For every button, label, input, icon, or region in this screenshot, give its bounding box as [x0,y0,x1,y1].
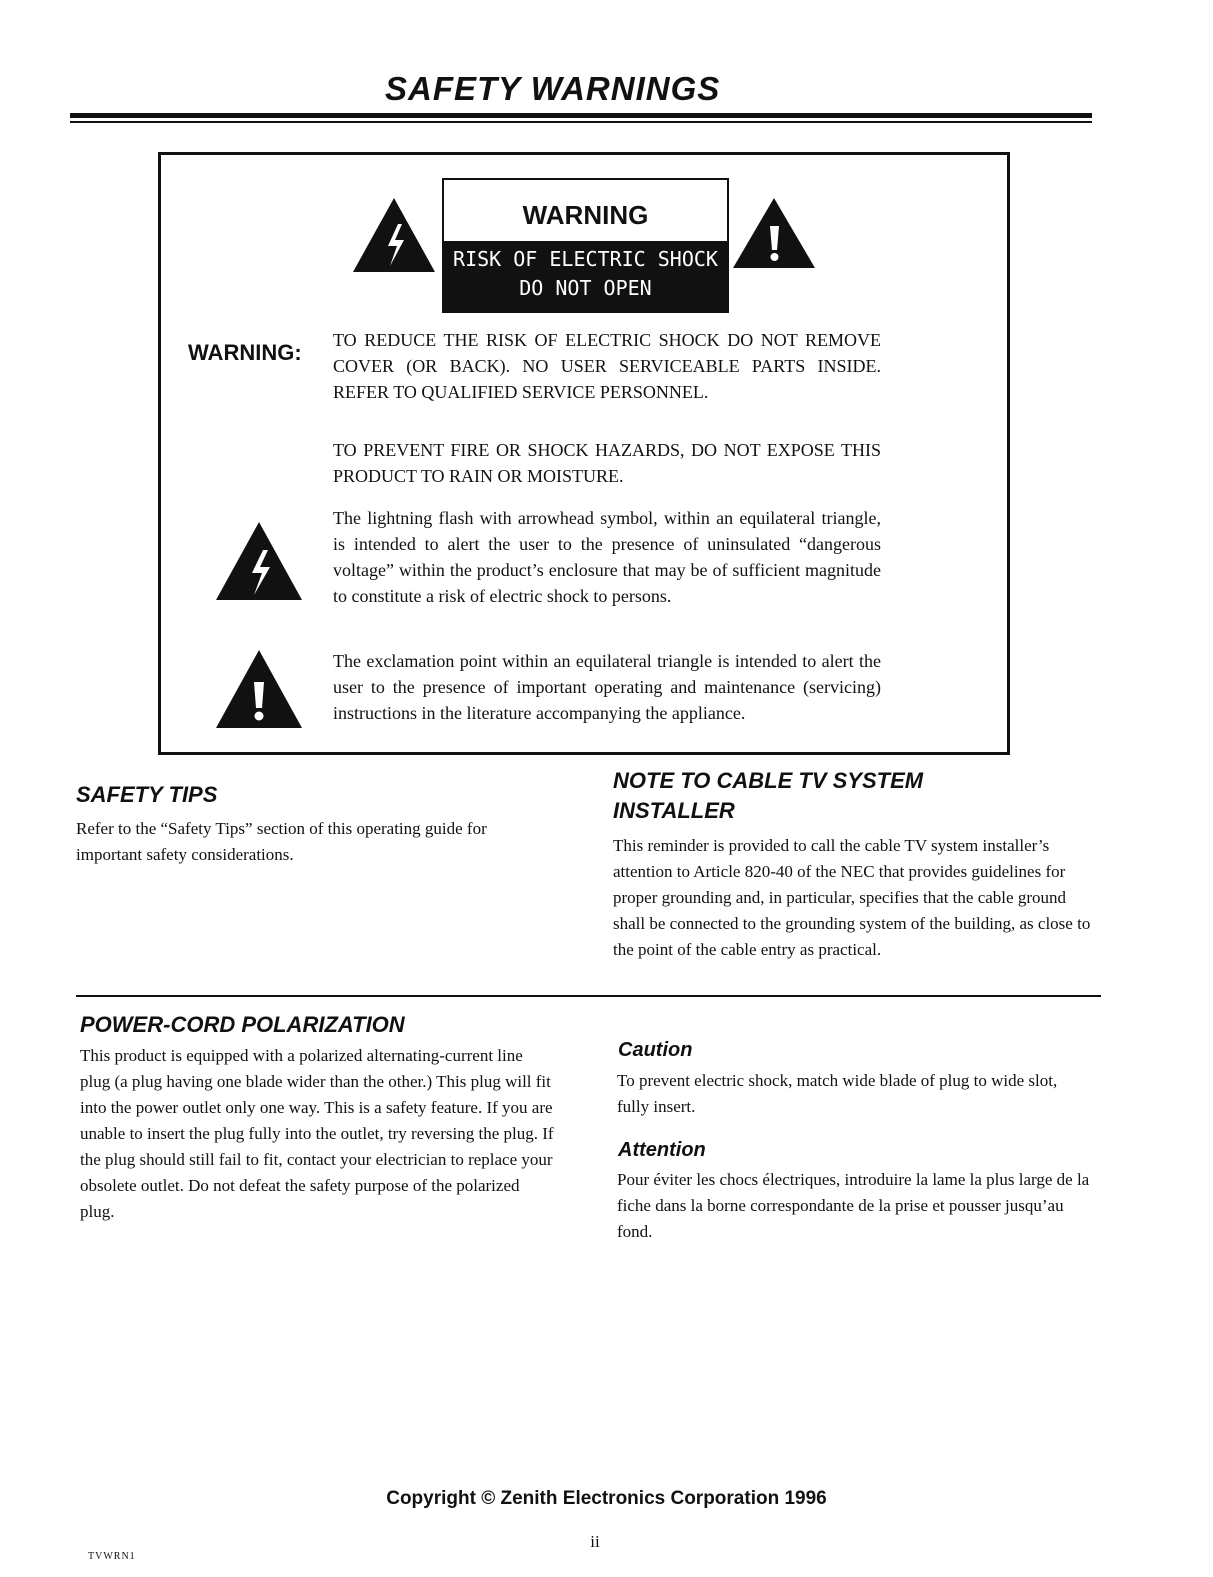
warning-text: TO REDUCE THE RISK OF ELECTRIC SHOCK DO NOT REMOVE COVER (OR BACK). NO USER SERVICEABLE PARTS INSIDE. REFER TO QUALIFIED SERVICE PERSONNEL. [333,330,881,402]
exclamation-triangle-icon [732,196,817,270]
attention-heading: Attention [618,1139,706,1161]
title-rule [70,113,1092,118]
section-divider [76,995,1101,997]
caution-heading: Caution [618,1039,693,1061]
safety-tips-heading: SAFETY TIPS [76,782,218,807]
title-rule-thin [70,121,1092,123]
safety-tips-text: Refer to the “Safety Tips” section of this operating guide for important safety considerations. [76,819,487,864]
attention-text: Pour éviter les chocs électriques, introduire la lame la plus large de la fiche dans la borne correspondante de la prise et pousser jusqu’au fond. [617,1170,1090,1241]
caution-text: To prevent electric shock, match wide blade of plug to wide slot, fully insert. [617,1071,1058,1116]
warning-label: WARNING: [188,340,302,365]
page-number: ii [590,1532,600,1551]
lightning-triangle-icon [214,520,304,602]
lightning-description: The lightning flash with arrowhead symbol, within an equilateral triangle, is intended to alert the user to the presence of uninsulated “dangerous voltage” within the product’s enclosure that may be of sufficient magnitude to constitute a risk of electric shock to persons. [333,508,881,606]
cable-note-heading: NOTE TO CABLE TV SYSTEM INSTALLER [613,768,924,823]
lightning-triangle-icon [352,196,437,274]
do-not-open-line: DO NOT OPEN [519,276,652,300]
page-title: SAFETY WARNINGS [385,70,721,107]
power-cord-heading: POWER-CORD POLARIZATION [80,1012,405,1037]
exclamation-description: The exclamation point within an equilateral triangle is intended to alert the user to the presence of important operating and maintenance (servicing) instructions in the literature accompanying the appliance. [333,651,881,723]
copyright-notice: Copyright © Zenith Electronics Corporation 1996 [386,1488,827,1509]
document-code: TVWRN1 [88,1551,136,1562]
cable-note-text: This reminder is provided to call the cable TV system installer’s attention to Article 820-40 of the NEC that provides guidelines for proper grounding and, in particular, specifies that the cable ground shall be connected to the grounding system of the building, as close to the point of the cable entry as practical. [613,836,1091,959]
fire-warning-text: TO PREVENT FIRE OR SHOCK HAZARDS, DO NOT EXPOSE THIS PRODUCT TO RAIN OR MOISTURE. [333,440,881,486]
power-cord-text: This product is equipped with a polarized alternating-current line plug (a plug having one blade wider than the other.) This plug will fit into the power outlet only one way. This is a safety feature. If you are unable to insert the plug fully into the outlet, try reversing the plug. If the plug should still fail to fit, contact your electrician to replace your obsolete outlet. Do not defeat the safety purpose of the polarized plug. [80,1046,554,1221]
warning-label-box [442,178,729,313]
warning-dark-band [444,241,727,311]
risk-line: RISK OF ELECTRIC SHOCK [453,247,718,271]
exclamation-triangle-icon [214,648,304,730]
warning-header: WARNING [522,200,649,230]
